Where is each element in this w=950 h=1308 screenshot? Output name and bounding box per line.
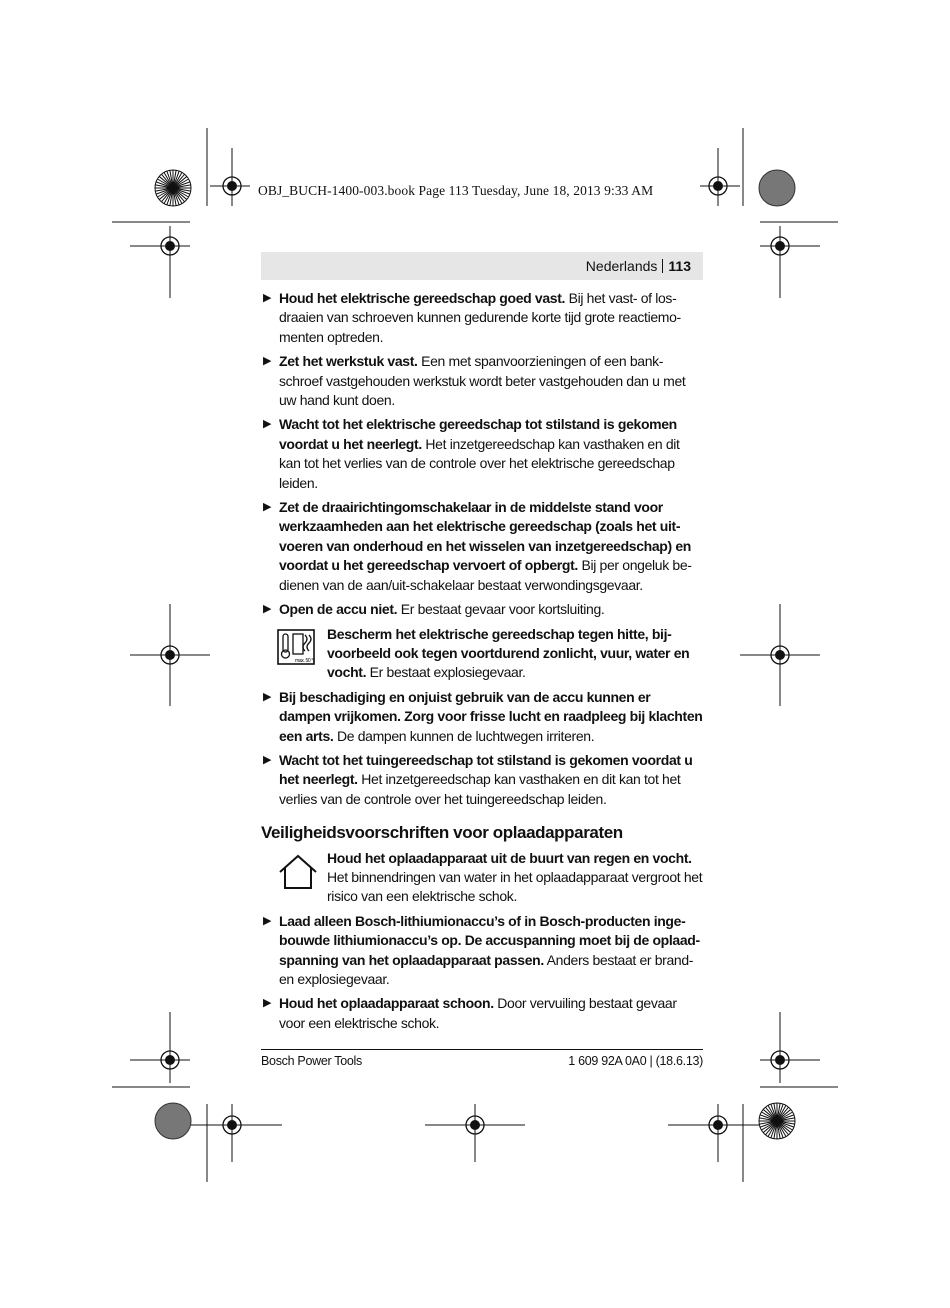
bullet-text: Een met spanvoorzieningen of een bank-schroef vastgehouden werkstuk wordt beter vastgehouden dan u met uw hand kunt doen. xyxy=(279,353,686,409)
bullet-triangle-icon: ▶ xyxy=(263,292,272,304)
heat-warning-icon-svg xyxy=(277,629,315,665)
bullet-lead: Wacht tot het tuingereedschap tot stilstand is gekomen voordat u het neerlegt. xyxy=(279,751,693,788)
bullet-text: Door vervuiling bestaat gevaar voor een elektrische schok. xyxy=(279,995,677,1031)
bullet-lead: Zet de draairichtingomschakelaar in de middelste stand voor werkzaamheden aan het elektrische gereedschap (zoals het uit-voeren van onderhoud en het wisselen van inzetgereedschap) en voordat u het gereedschap vervoert of opbergt. xyxy=(279,499,691,574)
charger-safety-list xyxy=(261,849,703,1034)
bullet-triangle-icon: ▶ xyxy=(263,418,272,431)
bullet-text: Het inzetgereedschap kan vasthaken en dit kan tot het verlies van de controle over het elektrische gereedschap leiden. xyxy=(279,435,680,491)
bullet-triangle-icon: ▶ xyxy=(263,997,272,1010)
language-label: Nederlands xyxy=(585,258,658,274)
bullet-lead: Laad alleen Bosch-lithiumionaccu’s of in Bosch-producten inge-bouwde lithiumionaccu’s op. De accuspanning moet bij de oplaad-spanning van het oplaadapparaat passen. xyxy=(279,912,700,968)
footer-doc-number: 1 609 92A 0A0 | (18.6.13) xyxy=(568,1054,703,1068)
section-heading: Veiligheidsvoorschriften voor oplaadapparaten xyxy=(261,823,623,843)
page-header xyxy=(586,258,691,274)
bullet-lead: Open de accu niet. xyxy=(279,601,398,618)
footer-rule xyxy=(261,1049,703,1050)
bullet-item xyxy=(261,751,703,809)
bullet-item xyxy=(261,289,703,347)
bullet-text: De dampen kunnen de luchtwegen irriteren. xyxy=(333,727,595,744)
bullet-lead: Zet het werkstuk vast. xyxy=(279,353,418,370)
heat-warning-icon xyxy=(277,629,315,670)
house-icon xyxy=(277,853,319,896)
bullet-item xyxy=(261,352,703,410)
bullet-text: Bij het vast- of los-draaien van schroeven kunnen gedurende korte tijd grote reactiemo-menten optreden. xyxy=(279,290,681,345)
header-separator xyxy=(662,259,663,273)
print-slug-line: OBJ_BUCH-1400-003.book Page 113 Tuesday, June 18, 2013 9:33 AM xyxy=(258,183,654,198)
bullet-item xyxy=(261,688,703,746)
bullet-text: Er bestaat explosiegevaar. xyxy=(366,664,526,681)
bullet-triangle-icon: ▶ xyxy=(263,355,272,368)
bullet-item xyxy=(261,912,703,990)
house-icon-svg xyxy=(277,853,319,891)
bullet-triangle-icon: ▶ xyxy=(263,690,272,703)
bullet-triangle-icon: ▶ xyxy=(263,753,272,766)
page-number: 113 xyxy=(668,258,691,274)
bullet-text: Anders bestaat er brand- en explosiegevaar. xyxy=(279,951,694,987)
bullet-text: Het binnendringen van water in het oplaadapparaat vergroot het risico van een elektrische schok. xyxy=(327,868,703,905)
bullet-triangle-icon: ▶ xyxy=(263,914,272,927)
bullet-lead: Wacht tot het elektrische gereedschap tot stilstand is gekomen voordat u het neerlegt. xyxy=(279,416,677,452)
icon-note xyxy=(261,625,703,683)
bullet-lead: Houd het oplaadapparaat schoon. xyxy=(279,995,494,1012)
bullet-triangle-icon: ▶ xyxy=(263,603,272,616)
icon-note xyxy=(261,849,703,907)
heat-icon-label: max. 50 °C xyxy=(295,657,315,664)
bullet-triangle-icon: ▶ xyxy=(263,501,272,514)
page-header-bar xyxy=(261,252,703,280)
bullet-text: Het inzetgereedschap kan vasthaken en dit kan tot het verlies van de controle over het tuingereedschap leiden. xyxy=(279,771,681,807)
bullet-item xyxy=(261,415,703,493)
bullet-item xyxy=(261,498,703,595)
safety-list xyxy=(261,289,703,809)
bullet-text: Bij per ongeluk be-dienen van de aan/uit-schakelaar bestaat verwondingsgevaar. xyxy=(279,557,692,593)
bullet-lead: Houd het elektrische gereedschap goed vast. xyxy=(279,290,566,306)
footer-brand: Bosch Power Tools xyxy=(261,1054,362,1068)
bullet-lead: Bescherm het elektrische gereedschap tegen hitte, bij-voorbeeld ook tegen voortdurend zonlicht, vuur, water en vocht. xyxy=(327,625,690,681)
bullet-lead: Bij beschadiging en onjuist gebruik van de accu kunnen er dampen vrijkomen. Zorg voor frisse lucht en raadpleeg bij klachten een arts. xyxy=(279,688,703,744)
page-content xyxy=(261,289,703,1038)
bullet-text: Er bestaat gevaar voor kortsluiting. xyxy=(397,601,605,618)
bullet-item xyxy=(261,600,703,619)
bullet-item xyxy=(261,994,703,1033)
bullet-lead: Houd het oplaadapparaat uit de buurt van regen en vocht. xyxy=(327,849,692,866)
